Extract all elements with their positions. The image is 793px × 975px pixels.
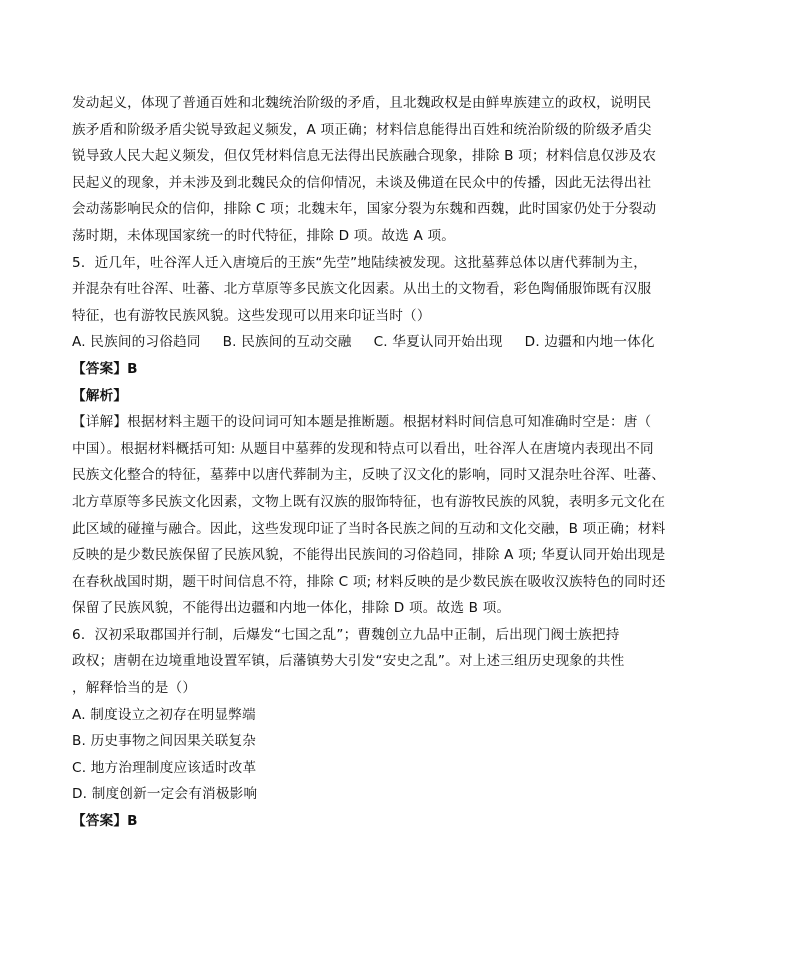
question-stem-line: 特征，也有游牧民族风貌。这些发现可以用来印证当时（） xyxy=(72,307,431,324)
option-b: B. 民族间的互动交融 xyxy=(222,334,352,351)
question-stem-line: ，解释恰当的是（） xyxy=(72,680,197,697)
prev-analysis-tail xyxy=(72,90,672,250)
detail-line: 反映的是少数民族保留了民族风貌，不能得出民族间的习俗趋同，排除 A 项; 华夏认同开始出现是 xyxy=(72,547,666,564)
detail-line: 北方草原等多民族文化因素，文物上既有汉族的服饰特征，也有游牧民族的风貌，表明多元文化在 xyxy=(72,493,666,510)
question-stem-line: 并混杂有吐谷浑、吐蕃、北方草原等多民族文化因素。从出土的文物看，彩色陶俑服饰既有汉服 xyxy=(72,281,652,298)
question-stem-line: 6．汉初采取郡国并行制，后爆发“七国之乱”；曹魏创立九品中正制，后出现门阀士族把持 xyxy=(72,626,620,643)
text-line: 荡时期，未体现国家统一的时代特征，排除 D 项。故选 A 项。 xyxy=(72,227,456,244)
option-d: D. 制度创新一定会有消极影响 xyxy=(72,786,258,803)
detail-line: 民族文化整合的特征，墓葬中以唐代葬制为主，反映了汉文化的影响，同时又混杂吐谷浑、吐蕃、 xyxy=(72,467,666,484)
option-d: D. 边疆和内地一体化 xyxy=(524,334,655,351)
text-line: 会动荡影响民众的信仰，排除 C 项；北魏末年，国家分裂为东魏和西魏，此时国家仍处于分裂动 xyxy=(72,201,657,218)
text-line: 发动起义，体现了普通百姓和北魏统治阶级的矛盾，且北魏政权是由鲜卑族建立的政权，说明民 xyxy=(72,95,652,111)
text-line: 锐导致人民大起义频发，但仅凭材料信息无法得出民族融合现象，排除 B 项；材料信息仅涉及农 xyxy=(72,148,657,165)
option-c: C. 华夏认同开始出现 xyxy=(373,334,503,351)
option-a: A. 民族间的习俗趋同 xyxy=(72,334,201,351)
analysis-label: 【解析】 xyxy=(72,387,128,404)
detail-line: 中国）。根据材料概括可知: 从题目中墓葬的发现和特点可以看出，吐谷浑人在唐境内表现出不同 xyxy=(72,440,654,457)
text-line: 民起义的现象，并未涉及到北魏民众的信仰情况，未谈及佛道在民众中的传播，因此无法得出社 xyxy=(72,174,652,191)
answer-label: 【答案】B xyxy=(72,813,138,830)
question-stem-line: 政权；唐朝在边境重地设置军镇，后藩镇势大引发“安史之乱”。对上述三组历史现象的共性 xyxy=(72,653,625,670)
question-stem-line: 5．近几年，吐谷浑人迁入唐境后的王族“先茔”地陆续被发现。这批墓葬总体以唐代葬制为主， xyxy=(72,254,648,271)
text-line: 族矛盾和阶级矛盾尖锐导致起义频发，A 项正确；材料信息能得出百姓和统治阶级的阶级矛盾尖 xyxy=(72,121,652,138)
question-options xyxy=(72,329,672,356)
question-5 xyxy=(72,250,672,622)
answer-label: 【答案】B xyxy=(72,360,138,377)
option-a: A. 制度设立之初存在明显弊端 xyxy=(72,706,256,723)
detail-line: 此区域的碰撞与融合。因此，这些发现印证了当时各民族之间的互动和文化交融，B 项正确；材料 xyxy=(72,520,666,537)
option-b: B. 历史事物之间因果关联复杂 xyxy=(72,733,257,750)
detail-line: 【详解】根据材料主题干的设问词可知本题是推断题。根据材料时间信息可知准确时空是：唐（ xyxy=(72,414,652,431)
document-page xyxy=(72,90,672,835)
detail-line: 在春秋战国时期，题干时间信息不符，排除 C 项; 材料反映的是少数民族在吸收汉族特色的同时还 xyxy=(72,573,666,590)
detail-line: 保留了民族风貌，不能得出边疆和内地一体化，排除 D 项。故选 B 项。 xyxy=(72,600,511,617)
question-6 xyxy=(72,622,672,835)
option-c: C. 地方治理制度应该适时改革 xyxy=(72,759,257,776)
